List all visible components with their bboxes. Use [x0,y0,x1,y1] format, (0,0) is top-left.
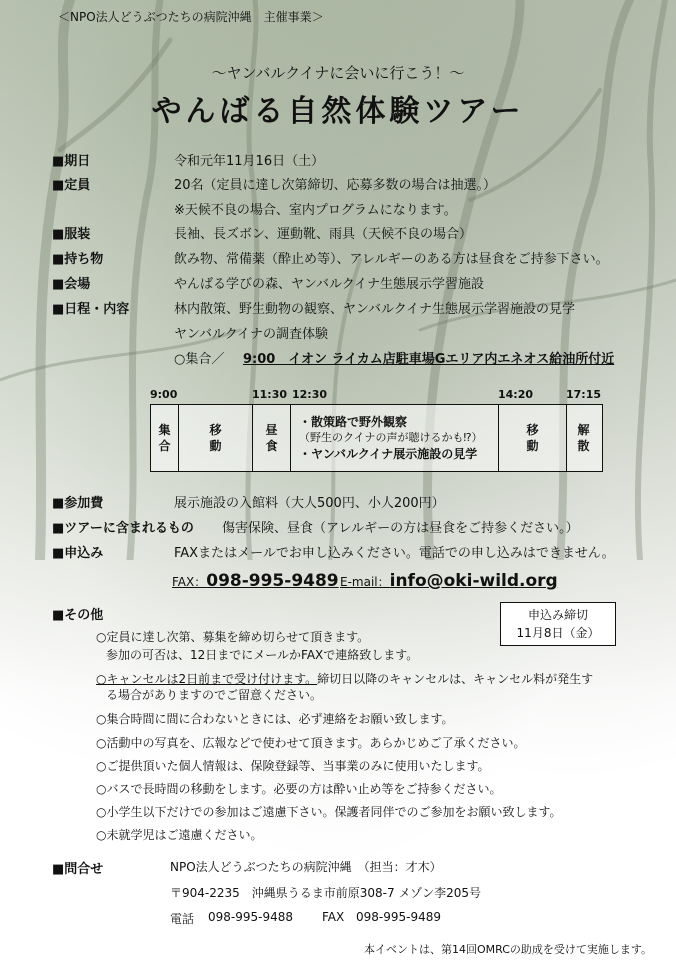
schedule-cell-move: 移動 [499,405,567,471]
program-value-2: ヤンバルクイナの調査体験 [174,327,329,342]
contact-fax-value: 098-995-9489 [356,910,442,924]
email-line [340,571,558,591]
included-value: 傷害保険、昼食（アレルギーの方は昼食をご持参ください。） [222,521,579,536]
time-tick: 14:20 [498,388,534,401]
fee-value: 展示施設の入館料（大人500円、小人200円） [174,496,445,511]
note-8: ○未就学児はご遠慮ください。 [96,828,263,842]
program-label: ■日程・内容 [52,302,130,317]
note-2: ○キャンセルは2日前まで受け付けます。締切日以降のキャンセルは、キャンセル料が発生す [96,672,594,686]
capacity-value: 20名（定員に達し次第締切、応募多数の場合は抽選。） [174,178,497,193]
fee-label: ■参加費 [52,496,104,511]
subtitle: ～ヤンバルクイナに会いに行こう！～ [211,64,465,82]
date-label: ■期日 [52,154,91,169]
capacity-note: ※天候不良の場合、室内プログラムになります。 [174,203,457,218]
venue-value: やんばる学びの森、ヤンバルクイナ生態展示学習施設 [174,277,485,292]
email-prefix: E-mail： [340,575,390,589]
note-3: ○集合時間に間に合わないときには、必ず連絡をお願い致します。 [96,712,454,726]
capacity-label: ■定員 [52,178,91,193]
venue-label: ■会場 [52,277,91,292]
fax-number: 098-995-9489 [206,571,339,591]
meeting-value: 9:00 イオン ライカム店駐車場Gエリア内エネオス給油所付近 [243,352,615,367]
clothing-label: ■服装 [52,227,91,242]
grant-note: 本イベントは、第14回OMRCの助成を受けて実施します。 [364,943,653,956]
included-label: ■ツアーに含まれるもの [52,521,194,536]
deadline-label: 申込み締切 [527,608,588,622]
tel-value: 098-995-9488 [208,910,294,924]
contact-fax-label: FAX [322,910,345,924]
note-2-cont: る場合がありますのでご留意ください。 [106,688,323,702]
note-1: ○定員に達し次第、募集を締め切らせて頂きます。 [96,630,370,644]
clothing-value: 長袖、長ズボン、運動靴、雨具（天候不良の場合） [174,227,472,242]
other-label: ■その他 [52,608,104,623]
time-tick: 9:00 [150,388,178,401]
contact-address: 〒904-2235 沖縄県うるま市前原308-7 メゾン李205号 [170,886,482,900]
date-value: 令和元年11月16日（土） [174,154,325,169]
deadline-box [500,602,616,646]
note-4: ○活動中の写真を、広報などで使わせて頂きます。あらかじめご了承ください。 [96,736,526,750]
time-tick: 17:15 [566,388,602,401]
note-7: ○小学生以下だけでの参加はご遠慮下さい。保護者同伴でのご参加をお願い致します。 [96,805,562,819]
note-6: ○バスで長時間の移動をします。必要の方は酔い止め等をご持参ください。 [96,782,502,796]
fax-line [172,571,339,591]
contact-label: ■問合せ [52,862,104,877]
time-tick: 12:30 [292,388,328,401]
email-address[interactable]: info@oki-wild.org [389,571,558,591]
schedule-cell-gather: 集合 [151,405,179,471]
meeting-prefix: ○集合／ [174,352,225,367]
organizer-line: ＜NPO法人どうぶつたちの病院沖縄 主催事業＞ [58,10,324,24]
schedule-cell-activity: ・散策路で野外観察 （野生のクイナの声が聴けるかも⁉） ・ヤンバルクイナ展示施設の見学 [291,405,499,471]
time-tick: 11:30 [252,388,288,401]
note-1-cont: 参加の可否は、12日までにメールかFAXで連絡致します。 [106,648,419,662]
schedule-cell-dismiss: 解散 [577,423,590,453]
schedule-cell-lunch: 昼食 [253,405,291,471]
note-5: ○ご提供頂いた個人情報は、保険登録等、当事業のみに使用いたします。 [96,759,490,773]
belongings-label: ■持ち物 [52,252,104,267]
schedule-cell-move: 移動 [179,405,253,471]
page-title: やんばる自然体験ツアー [151,94,525,129]
schedule-table [150,404,603,472]
apply-label: ■申込み [52,546,104,561]
deadline-date: 11月8日（金） [516,626,600,640]
fax-prefix: FAX： [172,575,207,589]
apply-value: FAXまたはメールでお申し込みください。電話での申し込みはできません。 [174,546,615,561]
tel-label: 電話 [170,912,195,926]
program-value-1: 林内散策、野生動物の観察、ヤンバルクイナ生態展示学習施設の見学 [174,302,576,317]
belongings-value: 飲み物、常備薬（酔止め等）、アレルギーのある方は昼食をご持参下さい。 [174,252,609,267]
contact-org: NPO法人どうぶつたちの病院沖縄 （担当：才木） [170,860,442,874]
